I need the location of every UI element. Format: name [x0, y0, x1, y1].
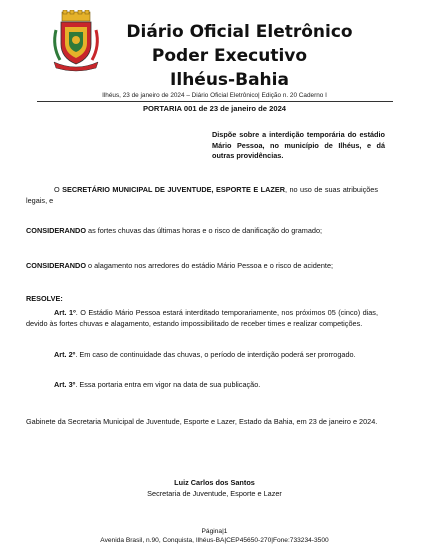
considerando-paragraph-2: CONSIDERANDO o alagamento nos arredores do estádio Mário Pessoa e o risco de acidente;: [26, 261, 334, 270]
article-1: Art. 1º. O Estádio Mário Pessoa estará interditado temporariamente, nos próximos 05 (cinco) dias, devido às fortes chuvas e alagamento, estando impossibilitado de receber times e realizar competições.: [26, 308, 378, 328]
footer-address: Avenida Brasil, n.90, Conquista, Ilhéus-BA|CEP45650-270|Fone:733234-3500: [100, 537, 329, 544]
article-3: Art. 3º. Essa portaria entra em vigor na data de sua publicação.: [54, 380, 261, 389]
ementa: Dispõe sobre a interdição temporária do estádio Mário Pessoa, no município de Ilhéus, e dá outras providências.: [212, 130, 385, 160]
preamble-paragraph: O SECRETÁRIO MUNICIPAL DE JUVENTUDE, ESPORTE E LAZER, no uso de suas atribuições legais, e: [26, 185, 378, 205]
portaria-heading: PORTARIA 001 de 23 de janeiro de 2024: [142, 104, 287, 113]
article-2: Art. 2º. Em caso de continuidade das chuvas, o período de interdição poderá ser prorrogado.: [54, 350, 356, 359]
signer-role: Secretaria de Juventude, Esporte e Lazer: [147, 489, 282, 498]
page-number: Página|1: [201, 528, 228, 535]
resolve-heading: RESOLVE:: [26, 294, 63, 303]
newspaper-title: Diário Oficial Eletrônico: [126, 22, 353, 42]
issuer-name: SECRETÁRIO MUNICIPAL DE JUVENTUDE, ESPORTE E LAZER: [62, 185, 285, 194]
newspaper-subtitle: Poder Executivo: [151, 46, 308, 66]
newspaper-city: Ilhéus-Bahia: [170, 70, 289, 90]
considerando-paragraph-1: CONSIDERANDO as fortes chuvas das últimas horas e o risco de danificação do gramado;: [26, 226, 323, 235]
header-divider: [37, 101, 393, 102]
closing-paragraph: Gabinete da Secretaria Municipal de Juventude, Esporte e Lazer, Estado da Bahia, em 23 de janeiro e 2024.: [26, 417, 378, 426]
signer-name: Luiz Carlos dos Santos: [174, 478, 255, 487]
edition-line: Ilhéus, 23 de janeiro de 2024 – Diário Oficial Eletrônico| Edição n. 20 Caderno I: [102, 92, 327, 99]
